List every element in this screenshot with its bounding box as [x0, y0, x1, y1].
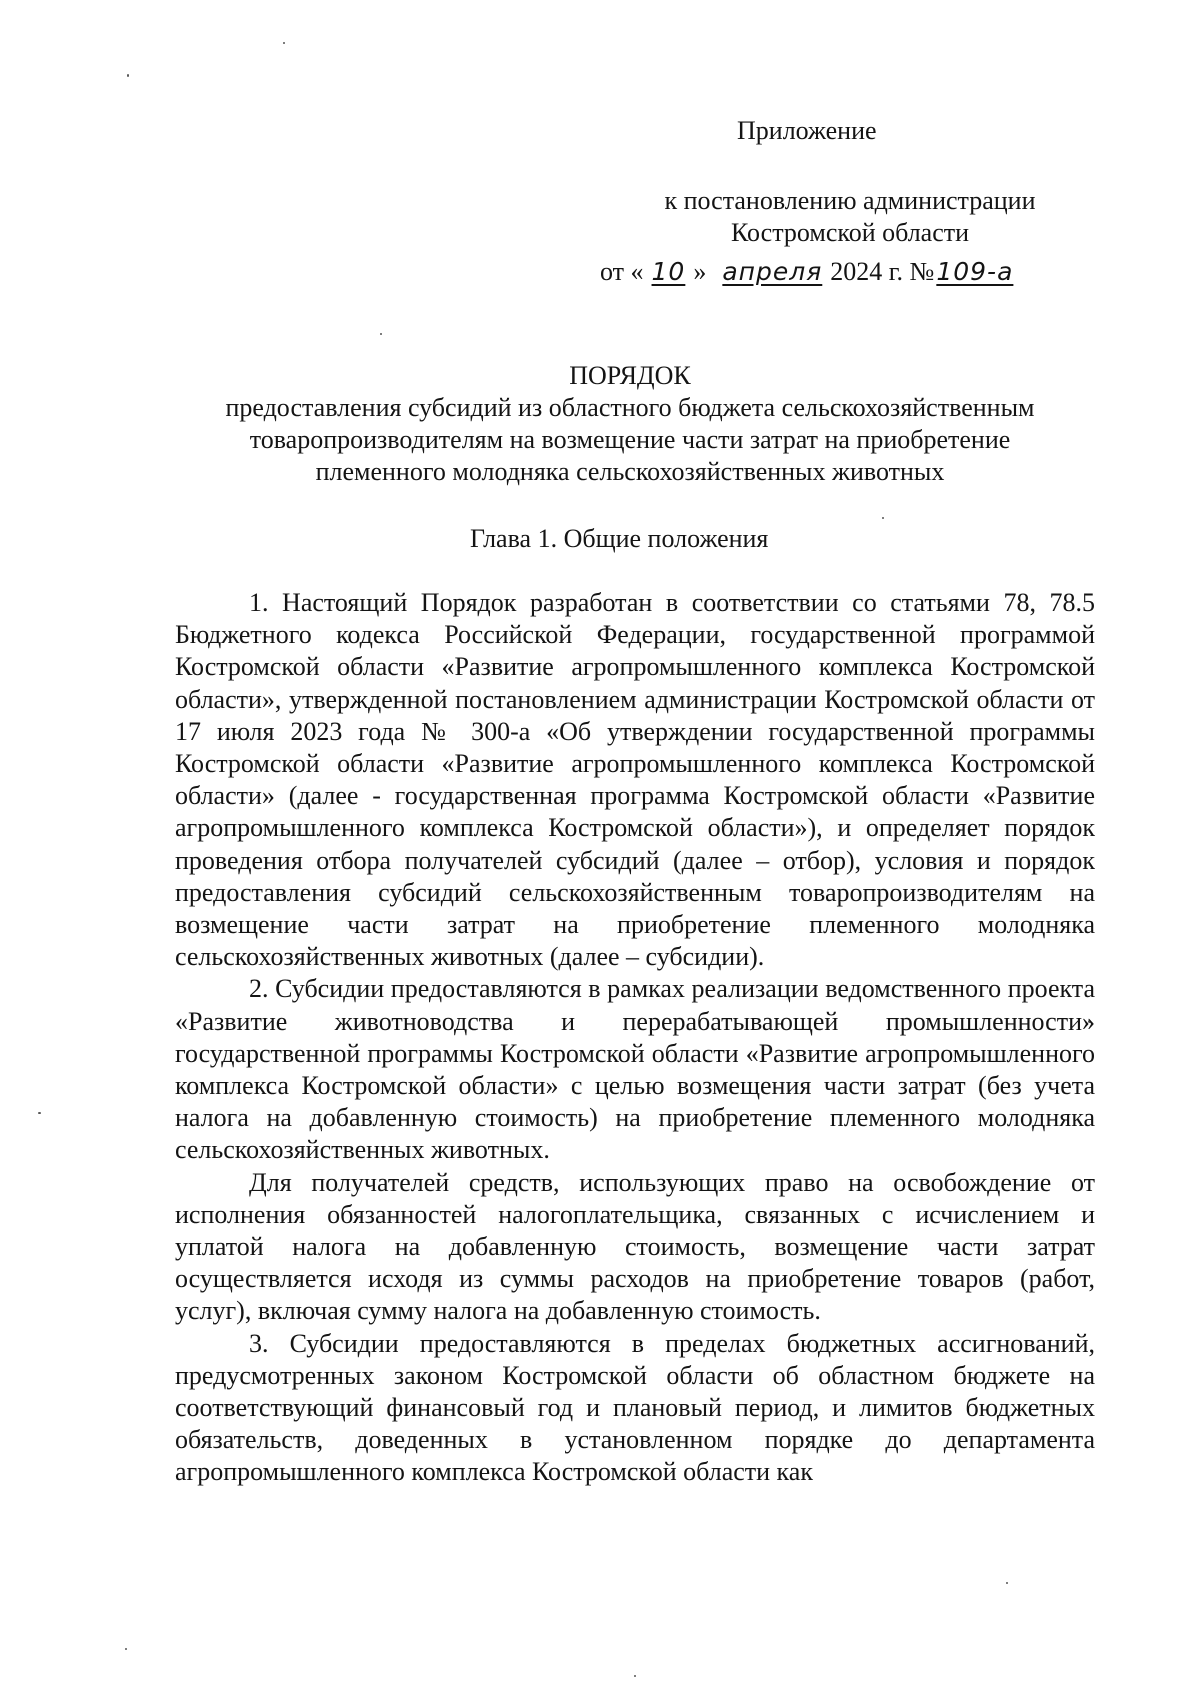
resolution-line-2: Костромской области	[730, 218, 970, 247]
handwritten-doc-number: 109-а	[936, 257, 1014, 286]
scan-speck	[634, 1675, 636, 1677]
paragraph-2: 2. Субсидии предоставляются в рамках реализации ведомственного проекта «Развитие животноводства и перерабатывающей промышленности» государственной программы Костромской области «Развитие агропромышленного комплекса Костромской области» с целью возмещения части затрат (без учета налога на добавленную стоимость) на приобретение племенного молодняка сельскохозяйственных животных.	[175, 974, 1095, 1165]
handwritten-day: 10	[651, 257, 686, 286]
paragraph-1: 1. Настоящий Порядок разработан в соответствии со статьями 78, 78.5 Бюджетного кодекса Российской Федерации, государственной программой Костромской области «Развитие агропромышленного комплекса Костромской области», утвержденной постановлением администрации Костромской области от 17 июля 2023 года № 300-а «Об утверждении государственной программы Костромской области «Развитие агропромышленного комплекса Костромской области» (далее - государственная программа Костромской области «Развитие агропромышленного комплекса Костромской области»), и определяет порядок проведения отбора получателей субсидий (далее – отбор), условия и порядок предоставления субсидий сельскохозяйственным товаропроизводителям на возмещение части затрат на приобретение племенного молодняка сельскохозяйственных животных (далее – субсидии).	[175, 588, 1095, 972]
paragraph-4: 3. Субсидии предоставляются в пределах бюджетных ассигнований, предусмотренных законом Костромской области об областном бюджете на соответствующий финансовый год и плановый период, и лимитов бюджетных обязательств, доведенных в установленном порядке до департамента агропромышленного комплекса Костромской области как	[175, 1328, 1095, 1487]
resolution-line-1: к постановлению администрации	[664, 186, 1036, 215]
resolution-date-line	[600, 256, 1160, 288]
handwritten-month: апреля	[722, 257, 823, 286]
document-body	[175, 587, 1095, 1489]
document-title	[170, 360, 1090, 488]
scan-speck	[283, 42, 285, 44]
scan-speck	[882, 517, 884, 519]
resolution-reference	[600, 185, 1100, 249]
title-main: ПОРЯДОК	[569, 361, 691, 390]
date-mid: »	[693, 257, 707, 286]
title-sub-line-1: предоставления субсидий из областного бюджета сельскохозяйственным	[225, 393, 1035, 422]
scan-speck	[380, 333, 382, 335]
title-sub-line-3: племенного молодняка сельскохозяйственных животных	[315, 457, 945, 486]
scan-speck	[1006, 1582, 1008, 1584]
appendix-label: Приложение	[737, 116, 877, 145]
chapter-heading: Глава 1. Общие положения	[470, 524, 769, 553]
scan-speck	[38, 1112, 41, 1114]
scan-speck	[125, 1648, 127, 1650]
date-prefix: от «	[600, 257, 644, 286]
title-sub-line-2: товаропроизводителям на возмещение части затрат на приобретение	[249, 425, 1011, 454]
scan-speck	[127, 74, 129, 77]
date-year: 2024 г. №	[830, 257, 935, 286]
paragraph-3: Для получателей средств, использующих право на освобождение от исполнения обязанностей налогоплательщика, связанных с исчислением и уплатой налога на добавленную стоимость, возмещение части затрат осуществляется исходя из суммы расходов на приобретение товаров (работ, услуг), включая сумму налога на добавленную стоимость.	[175, 1167, 1095, 1326]
